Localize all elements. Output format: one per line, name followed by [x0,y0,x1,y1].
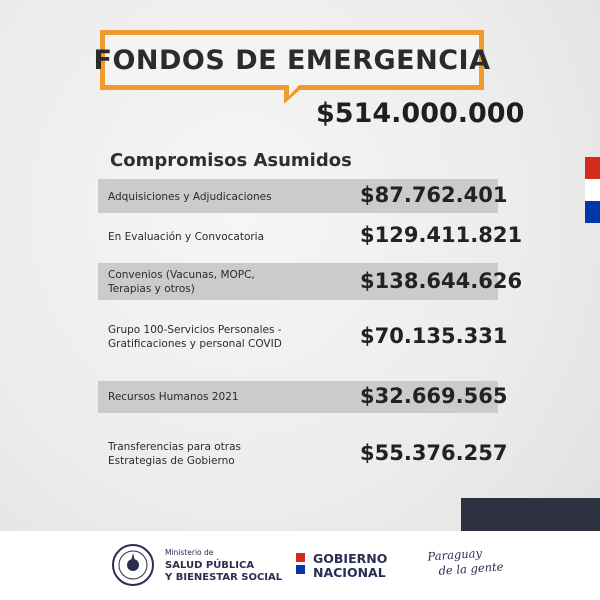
commitment-row [98,318,508,358]
slogan: Paraguay de la gente [427,545,504,578]
ministry-name: SALUD PÚBLICA Y BIENESTAR SOCIAL [165,560,283,583]
section-title: Compromisos Asumidos [110,150,352,171]
commitment-row [98,436,508,472]
national-seal-icon [111,543,155,587]
gobierno-nacional-logo: GOBIERNO NACIONAL [313,551,388,580]
commitment-label: Grupo 100-Servicios Personales - Gratificaciones y personal COVID [108,324,282,350]
commitment-value: $32.669.565 [360,384,508,408]
commitment-label: En Evaluación y Convocatoria [108,231,265,243]
commitment-row [98,381,508,413]
commitment-label: Adquisiciones y Adjudicaciones [108,191,272,203]
commitment-value: $55.376.257 [360,441,508,465]
commitment-row [98,263,523,300]
commitment-label: Convenios (Vacunas, MOPC, Terapias y otros) [108,269,255,295]
commitment-value: $70.135.331 [360,324,508,348]
commitment-label: Recursos Humanos 2021 [108,391,239,403]
decorative-bar [461,498,600,531]
commitment-value: $138.644.626 [360,269,523,293]
gobierno-flag-icon [296,553,305,579]
title-callout [93,30,491,90]
total-amount: $514.000.000 [316,98,525,129]
commitment-label: Transferencias para otras Estrategias de Gobierno [108,441,241,467]
commitment-row [98,220,523,254]
commitment-row [98,179,508,213]
page-title: FONDOS DE EMERGENCIA [93,44,491,76]
ministry-prefix: Ministerio de [165,548,214,557]
paraguay-flag-icon [585,157,600,223]
commitment-value: $87.762.401 [360,183,508,207]
commitment-value: $129.411.821 [360,223,523,247]
